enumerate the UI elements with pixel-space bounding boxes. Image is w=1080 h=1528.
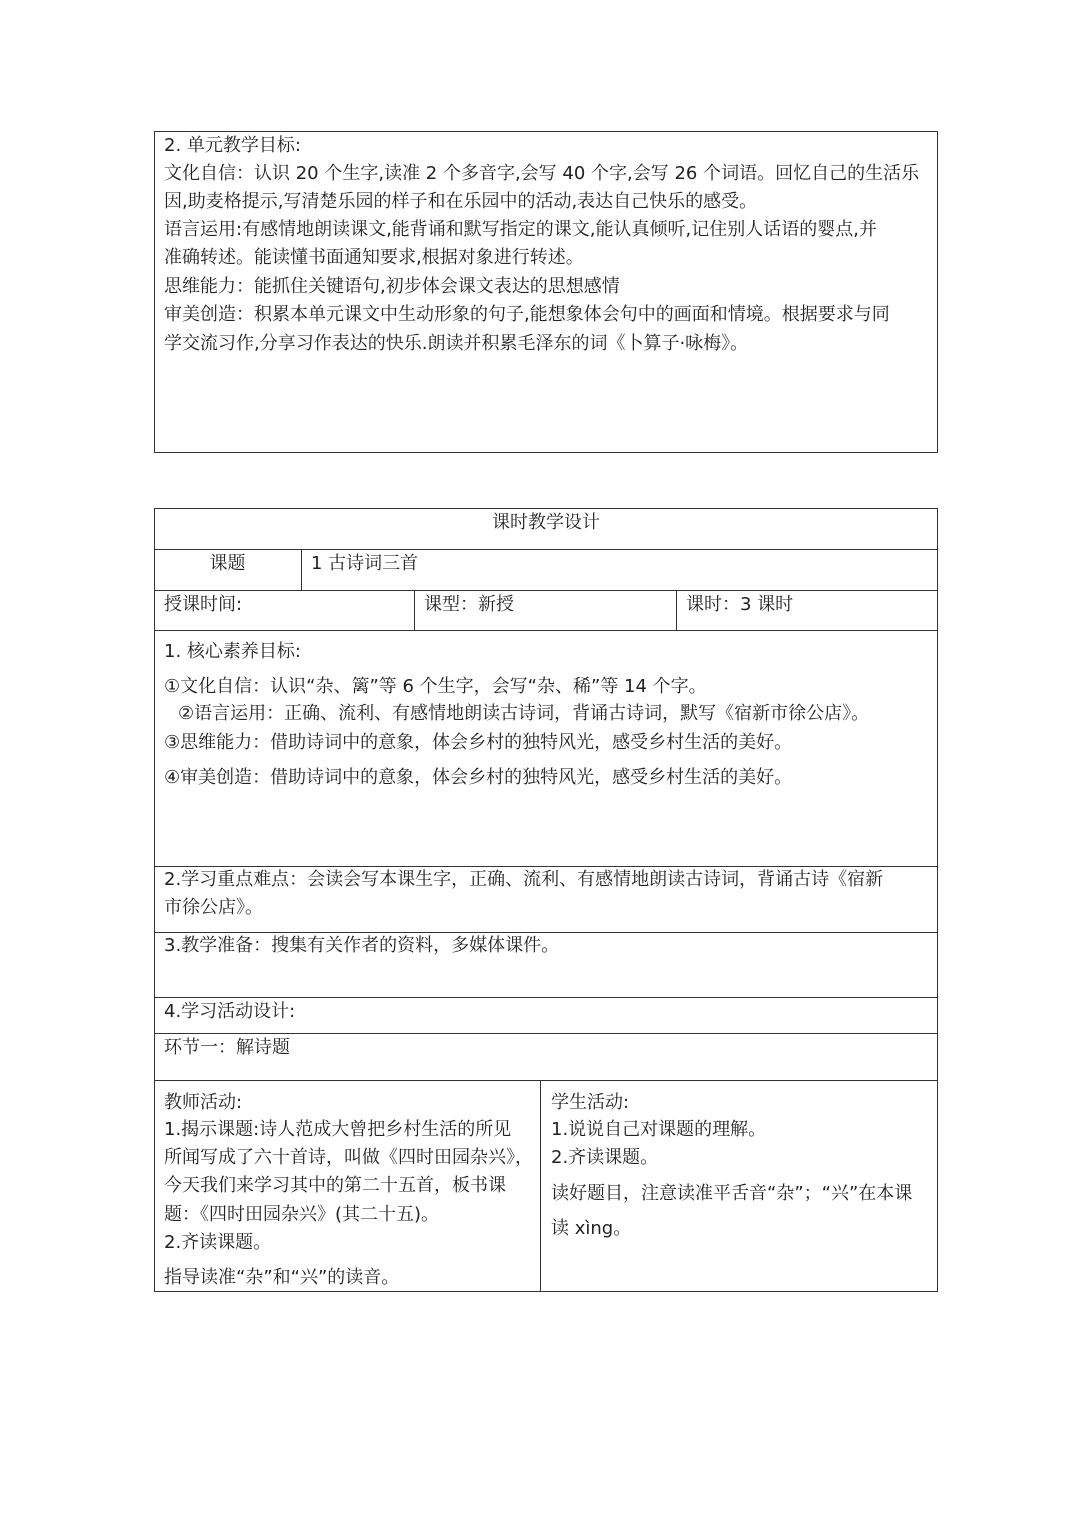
unit-goals-heading: 2. 单元教学目标: — [164, 135, 301, 156]
column-divider — [301, 549, 302, 590]
student-activity-line: 1.说说自己对课题的理解。 — [551, 1119, 767, 1140]
unit-goals-line: 因,助麦格提示,写清楚乐园的样子和在乐园中的活动,表达自己快乐的感受。 — [164, 191, 758, 212]
core-goal-item: ②语言运用：正确、流利、有感情地朗读古诗词，背诵古诗词，默写《宿新市徐公店》。 — [178, 703, 870, 724]
student-activity-label: 学生活动: — [551, 1092, 630, 1113]
key-points-line: 市徐公店》。 — [164, 897, 263, 918]
unit-goals-line: 文化自信：认识 20 个生字,读准 2 个多音字,会写 40 个字,会写 26 个词语。回忆自己的生活乐 — [164, 163, 920, 184]
core-goal-item: ①文化自信：认识“杂、篱”等 6 个生字，会写“杂、稀”等 14 个字。 — [164, 676, 707, 697]
unit-goals-line: 准确转述。能读懂书面通知要求,根据对象进行转述。 — [164, 247, 584, 268]
student-activity-line: 读好题目，注意读准平舌音“杂”；“兴”在本课 — [551, 1183, 913, 1204]
column-divider — [676, 590, 677, 630]
row-divider — [154, 1080, 938, 1081]
class-hours: 课时：3 课时 — [686, 594, 794, 615]
topic-label: 课题 — [209, 553, 246, 574]
row-divider — [154, 590, 938, 591]
teacher-activity-line: 1.揭示课题:诗人范成大曾把乡村生活的所见 — [164, 1119, 512, 1140]
teacher-activity-line: 所闻写成了六十首诗，叫做《四时田园杂兴》， — [164, 1147, 533, 1168]
student-activity-line: 读 xìng。 — [551, 1218, 632, 1239]
topic-value: 1 古诗词三首 — [311, 553, 419, 574]
class-type: 课型：新授 — [424, 594, 514, 615]
teacher-activity-line: 2.齐读课题。 — [164, 1232, 272, 1253]
column-divider — [414, 590, 415, 630]
row-divider — [154, 630, 938, 631]
teacher-activity-line: 题：《四时田园杂兴》(其二十五)。 — [164, 1204, 440, 1225]
teacher-activity-line: 今天我们来学习其中的第二十五首，板书课 — [164, 1175, 506, 1196]
column-divider — [540, 1080, 541, 1292]
key-points-line: 2.学习重点难点：会读会写本课生字，正确、流利、有感情地朗读古诗词，背诵古诗《宿新 — [164, 869, 884, 890]
teacher-activity-label: 教师活动: — [164, 1092, 243, 1113]
core-goal-item: ③思维能力：借助诗词中的意象，体会乡村的独特风光，感受乡村生活的美好。 — [164, 732, 793, 753]
core-goal-item: ④审美创造：借助诗词中的意象，体会乡村的独特风光，感受乡村生活的美好。 — [164, 767, 793, 788]
lesson-title: 课时教学设计 — [492, 512, 600, 533]
student-activity-line: 2.齐读课题。 — [551, 1147, 659, 1168]
stage-title: 环节一：解诗题 — [164, 1037, 290, 1058]
class-time-label: 授课时间: — [164, 594, 243, 615]
unit-goals-line: 思维能力：能抓住关键语句,初步体会课文表达的思想感情 — [164, 276, 620, 297]
core-goals-heading: 1. 核心素养目标: — [164, 641, 301, 662]
teacher-activity-line: 指导读准“杂”和“兴”的读音。 — [164, 1267, 400, 1288]
teaching-prep: 3.教学准备：搜集有关作者的资料，多媒体课件。 — [164, 935, 560, 956]
unit-goals-line: 语言运用:有感情地朗读课文,能背诵和默写指定的课文,能认真倾听,记住别人话语的婴点,并 — [164, 219, 877, 240]
unit-goals-line: 审美创造：积累本单元课文中生动形象的句子,能想象体会句中的画面和情境。根据要求与同 — [164, 304, 890, 325]
activity-heading: 4.学习活动设计: — [164, 1001, 296, 1022]
unit-goals-line: 学交流习作,分享习作表达的快乐.朗读并积累毛泽东的词《卜算子·咏梅》。 — [164, 333, 749, 354]
